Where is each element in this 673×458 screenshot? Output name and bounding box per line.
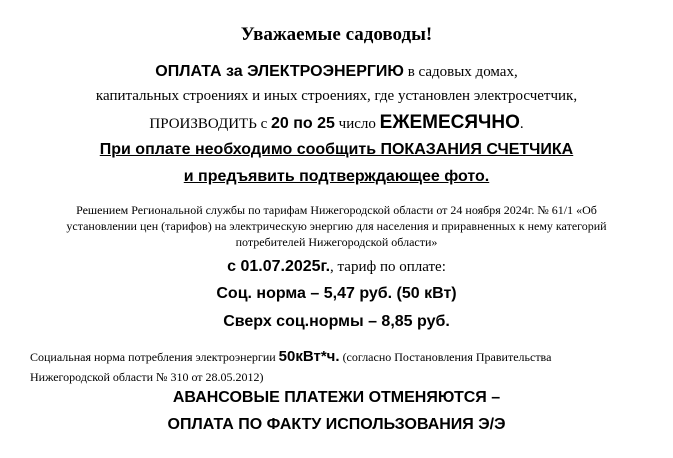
norm-prefix: Социальная норма потребления электроэнергии <box>30 350 279 364</box>
decision-line-3: потребителей Нижегородской области» <box>235 235 438 249</box>
advance-line-2: ОПЛАТА ПО ФАКТУ ИСПОЛЬЗОВАНИЯ Э/Э <box>167 416 506 433</box>
tariff-social-norm: Соц. норма – 5,47 руб. (50 кВт) <box>216 285 457 302</box>
payment-period-prefix: ПРОИЗВОДИТЬ с <box>149 116 271 132</box>
requirement-line-1: При оплате необходимо сообщить ПОКАЗАНИЯ СЧЕТЧИКА <box>99 141 574 158</box>
payment-period-mid: число <box>334 116 380 132</box>
payment-period-end: . <box>519 116 524 132</box>
payment-period-line <box>0 112 673 134</box>
norm-line-2: Нижегородской области № 310 от 28.05.2012) <box>30 370 264 384</box>
tariff-over-norm: Сверх соц.нормы – 8,85 руб. <box>223 313 450 330</box>
norm-line-1 <box>30 348 551 365</box>
tariff-date-tail: , тариф по оплате: <box>330 259 446 275</box>
notice-title: Уважаемые садоводы! <box>240 24 433 45</box>
decision-line-2: установлении цен (тарифов) на электрическую энергию для населения и приравненных к нему категорий <box>66 219 607 233</box>
payment-headline: ОПЛАТА за ЭЛЕКТРОЭНЕРГИЮ <box>155 63 404 80</box>
payment-period-range: 20 по 25 <box>271 115 335 132</box>
advance-line-1: АВАНСОВЫЕ ПЛАТЕЖИ ОТМЕНЯЮТСЯ – <box>172 389 501 406</box>
payment-line-2: капитальных строениях и иных строениях, где установлен электросчетчик, <box>95 88 578 104</box>
decision-line-1: Решением Региональной службы по тарифам Нижегородской области от 24 ноября 2024г. № 61/1 «Об <box>76 203 597 217</box>
norm-suffix: (согласно Постановления Правительства <box>339 350 552 364</box>
norm-value: 50кВт*ч. <box>278 348 340 365</box>
payment-headline-line <box>0 63 673 81</box>
tariff-date-line <box>0 258 673 276</box>
payment-monthly: ЕЖЕМЕСЯЧНО <box>379 112 520 133</box>
tariff-date: с 01.07.2025г. <box>227 258 331 275</box>
requirement-line-2: и предъявить подтверждающее фото. <box>183 168 490 185</box>
payment-headline-tail: в садовых домах, <box>403 64 518 80</box>
